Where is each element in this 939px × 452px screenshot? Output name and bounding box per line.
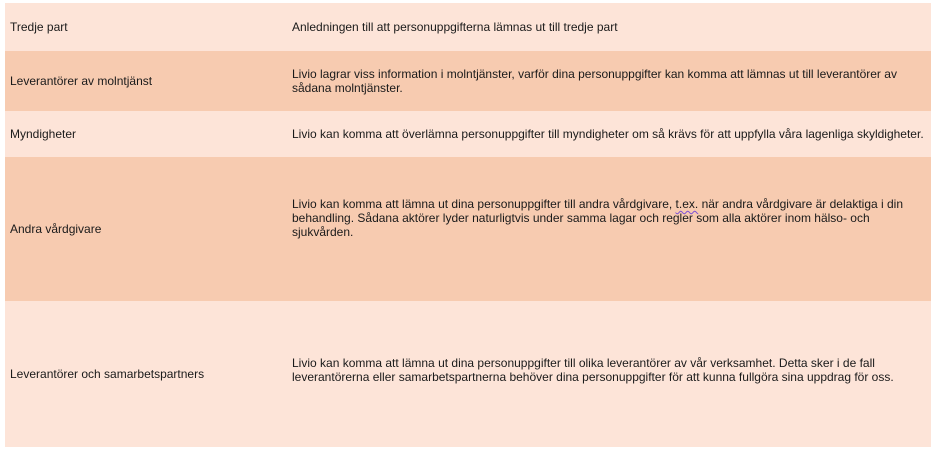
spellcheck-marked-word: t.ex. — [675, 197, 699, 211]
third-party-table — [5, 3, 931, 447]
column-header-reason: Anledningen till att personuppgifterna lämnas ut till tredje part — [292, 20, 618, 34]
table-row-other-care-providers — [5, 157, 931, 301]
table-row-authorities — [5, 111, 931, 157]
description-text-after: när andra vårdgivare är delaktiga i din behandling. Sådana aktörer lyder naturligtvis under samma lagar och regler som alla aktörer inom hälso- och sjukvården. — [292, 197, 904, 239]
table-row-cloud-providers — [5, 51, 931, 111]
party-cell: Myndigheter — [10, 126, 77, 141]
description-cell: Livio kan komma att lämna ut dina personuppgifter till olika leverantörer av vår verksamhet. Detta sker i de fall leverantörerna eller samarbetspartnerna behöver dina personuppgifter för att kunna fullgöra sina uppdrag för oss. — [292, 356, 894, 384]
description-cell: Livio lagrar viss information i molntjänster, varför dina personuppgifter kan komma att lämnas ut till leverantörer av sådana molntjänster. — [292, 67, 897, 95]
description-cell: Livio kan komma att överlämna personuppgifter till myndigheter om så krävs för att uppfylla våra lagenliga skyldigheter. — [292, 127, 924, 141]
table-row-header — [5, 3, 931, 51]
party-cell: Andra vårdgivare — [10, 221, 102, 236]
party-cell: Leverantörer av molntjänst — [10, 73, 153, 88]
description-cell — [292, 197, 931, 261]
column-header-third-party: Tredje part — [10, 19, 68, 34]
table-row-suppliers-partners — [5, 301, 931, 447]
description-text-before: Livio kan komma att lämna ut dina personuppgifter till andra vårdgivare, — [292, 197, 676, 211]
party-cell: Leverantörer och samarbetspartners — [10, 366, 205, 381]
